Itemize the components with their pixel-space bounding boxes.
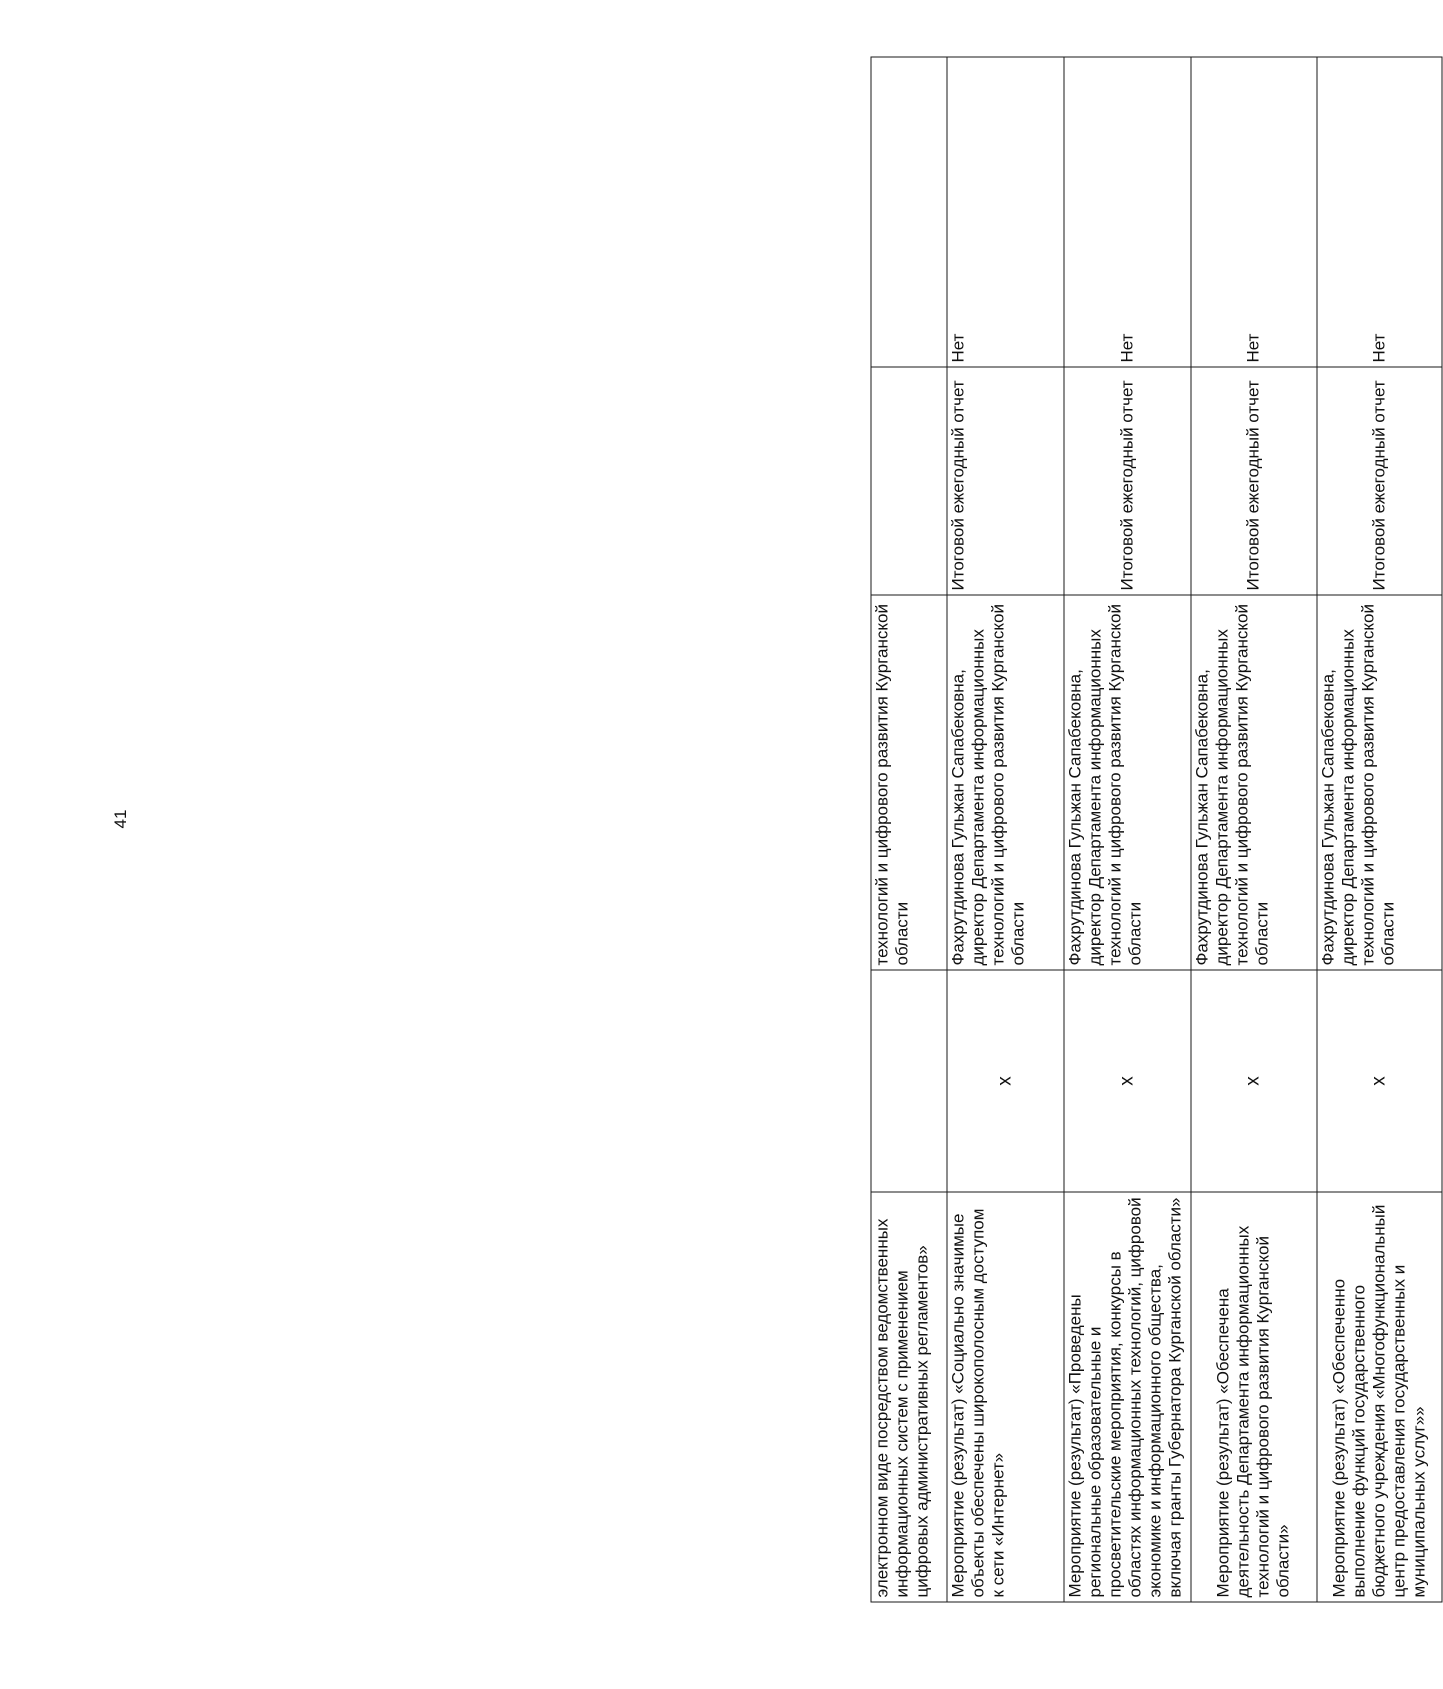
mark-cell: x	[1317, 970, 1442, 1192]
table-row	[1064, 57, 1191, 1602]
mark-cell	[871, 970, 947, 1192]
mark-cell: x	[1064, 970, 1191, 1192]
document-cell: Итоговой ежегодный отчет	[1191, 367, 1316, 595]
responsible-cell: Фахрутдинова Гульжан Сапабековна, директор Департамента информационных технологий и цифрового развития Курганской области	[1064, 595, 1191, 970]
table-row	[1191, 57, 1316, 1602]
flag-cell: Нет	[1191, 57, 1316, 367]
table-row	[1317, 57, 1442, 1602]
mark-cell: x	[947, 970, 1064, 1192]
activity-cell: Мероприятие (результат) «Проведены региональные образовательные и просветительские мероприятия, конкурсы в областях информационных технологий, цифровой экономике и информационного общества, включая гранты Губернатора Курганской области»	[1064, 1192, 1191, 1602]
responsible-cell: Фахрутдинова Гульжан Сапабековна, директор Департамента информационных технологий и цифрового развития Курганской области	[1191, 595, 1316, 970]
flag-cell	[871, 57, 947, 367]
flag-cell: Нет	[1317, 57, 1442, 367]
rotated-table-container	[871, 58, 1443, 1603]
document-cell: Итоговой ежегодный отчет	[947, 367, 1064, 595]
document-cell	[871, 367, 947, 595]
responsible-cell: Фахрутдинова Гульжан Сапабековна, директор Департамента информационных технологий и цифрового развития Курганской области	[1317, 595, 1442, 970]
responsible-cell: Фахрутдинова Гульжан Сапабековна, директор Департамента информационных технологий и цифрового развития Курганской области	[947, 595, 1064, 970]
flag-cell: Нет	[947, 57, 1064, 367]
document-cell: Итоговой ежегодный отчет	[1317, 367, 1442, 595]
table-row	[947, 57, 1064, 1602]
page-number: 41	[111, 809, 130, 829]
document-cell: Итоговой ежегодный отчет	[1064, 367, 1191, 595]
table-row-continuation	[871, 57, 947, 1602]
responsible-cell: технологий и цифрового развития Курганской области	[871, 595, 947, 970]
activity-cell: Мероприятие (результат) «Социально значимые объекты обеспечены широкополосным доступом к сети «Интернет»	[947, 1192, 1064, 1602]
activity-cell: электронном виде посредством ведомственных информационных систем с применением цифровых административных регламентов»	[871, 1192, 947, 1602]
activity-cell: Мероприятие (результат) «Обеспеченно выполнение функций государственного бюджетного учреждения «Многофункциональный центр предоставления государственных и муниципальных услуг»»	[1317, 1192, 1442, 1602]
activity-cell: Мероприятие (результат) «Обеспечена деятельность Департамента информационных технологий и цифрового развития Курганской области»	[1191, 1192, 1316, 1602]
mark-cell: x	[1191, 970, 1316, 1192]
flag-cell: Нет	[1064, 57, 1191, 367]
activities-table	[871, 57, 1443, 1603]
